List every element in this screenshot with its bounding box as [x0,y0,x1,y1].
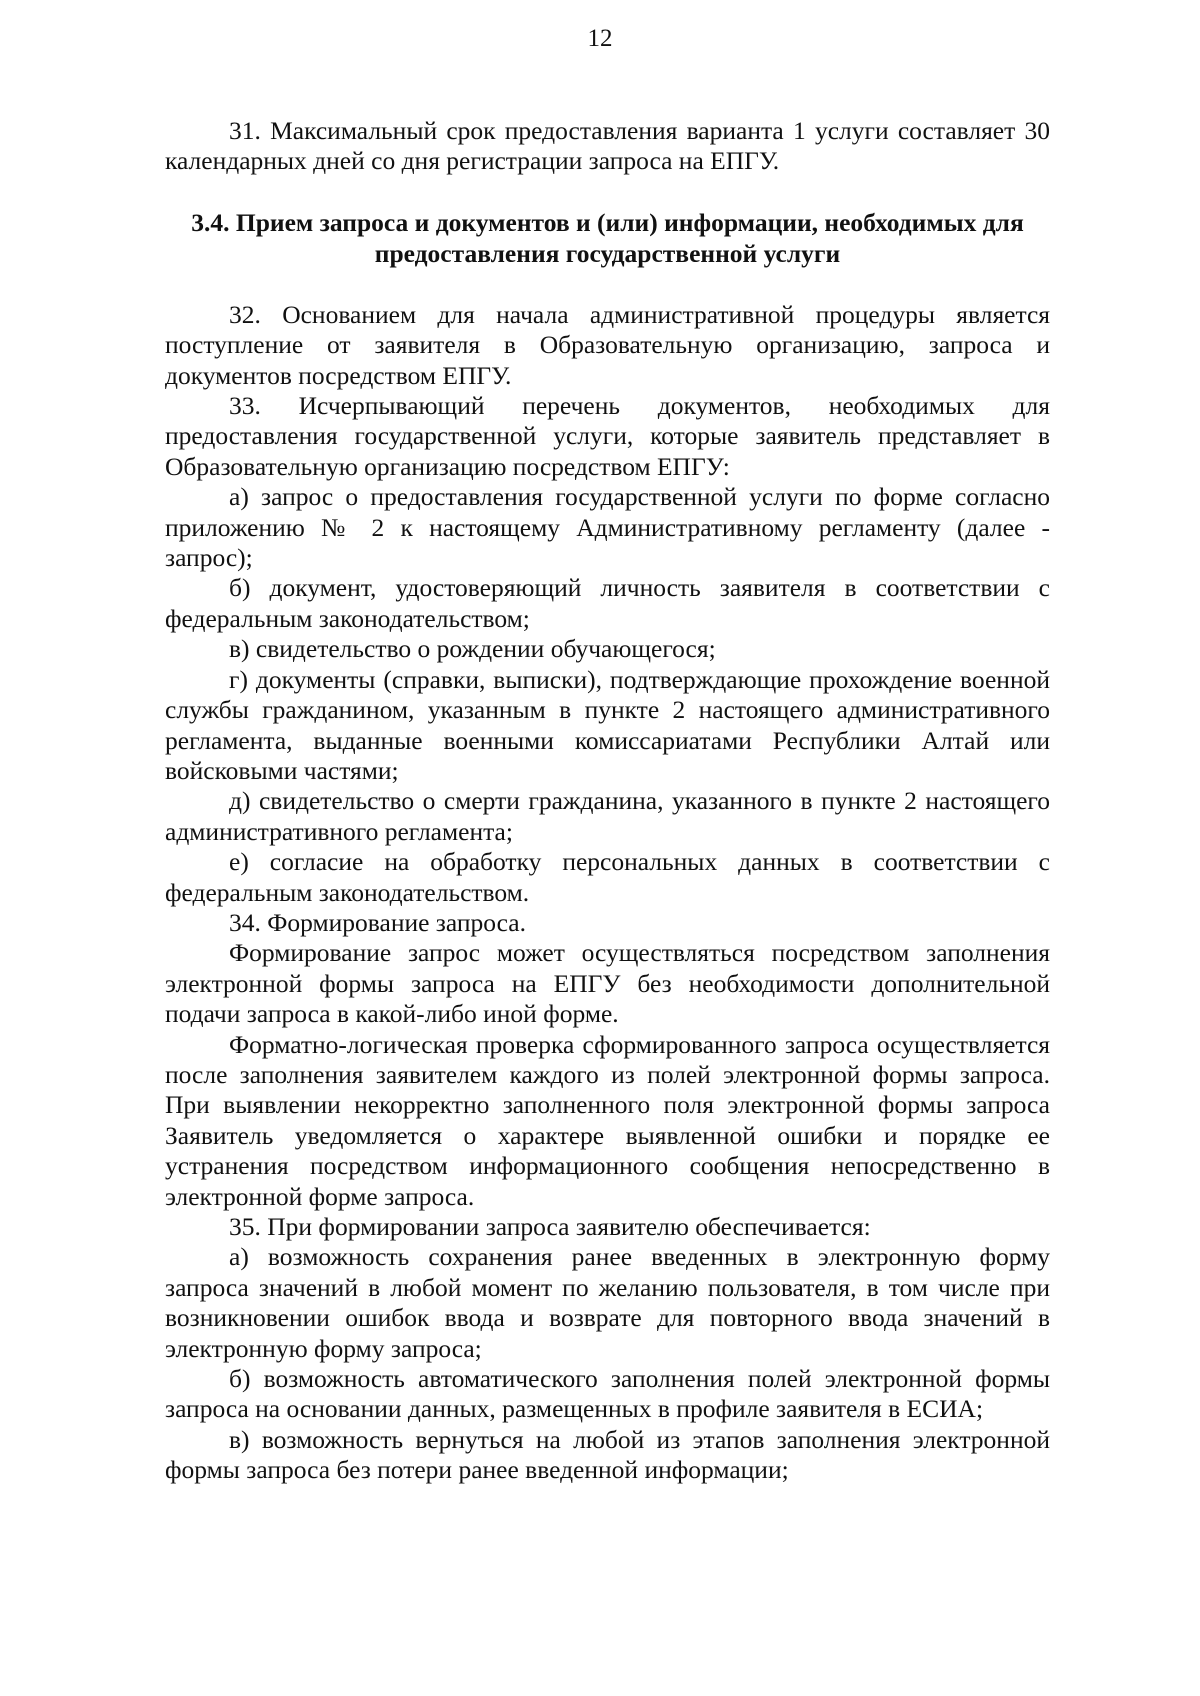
paragraph-34: 34. Формирование запроса. [229,907,526,937]
list-item-b: б) документ, удостоверяющий личность заявителя в соответствии с федеральным законодательством; [165,573,1050,633]
section-heading: 3.4. Прием запроса и документов и (или) информации, необходимых для предоставления государственной услуги [191,207,1024,268]
paragraph-31: 31. Максимальный срок предоставления варианта 1 услуги составляет 30 календарных дней со дня регистрации запроса на ЕПГУ. [165,116,1050,176]
document-body [165,116,1050,1486]
paragraph-35-item-b: б) возможность автоматического заполнения полей электронной формы запроса на основании данных, размещенных в профиле заявителя в ЕСИА; [165,1364,1050,1424]
list-item-a: а) запрос о предоставления государственной услуги по форме согласно приложению № 2 к настоящему Административному регламенту (далее - запрос); [165,482,1050,573]
list-item-v: в) свидетельство о рождении обучающегося; [229,634,716,664]
paragraph-35: 35. При формировании запроса заявителю обеспечивается: [229,1212,871,1241]
list-item-g: г) документы (справки, выписки), подтверждающие прохождение военной службы гражданином, указанным в пункте 2 настоящего административного регламента, выданные военными комиссариатами Республики Алтай или войсковыми частями; [165,664,1050,785]
page-number: 12 [587,25,613,52]
list-item-e: е) согласие на обработку персональных данных в соответствии с федеральным законодательством. [165,847,1050,907]
paragraph-34-text-2: Форматно-логическая проверка сформированного запроса осуществляется после заполнения заявителем каждого из полей электронной формы запроса. При выявлении некорректно заполненного поля электронной формы запроса Заявитель уведомляется о характере выявленной ошибки и порядке ее устранения посредством информационного сообщения непосредственно в электронной форме запроса. [165,1029,1050,1211]
list-item-d: д) свидетельство о смерти гражданина, указанного в пункте 2 настоящего административного регламента; [165,786,1050,846]
paragraph-35-item-a: а) возможность сохранения ранее введенных в электронную форму запроса значений в любой момент по желанию пользователя, в том числе при возникновении ошибок ввода и возврате для повторного ввода значений в электронную форму запроса; [165,1242,1050,1363]
paragraph-35-item-v: в) возможность вернуться на любой из этапов заполнения электронной формы запроса без потери ранее введенной информации; [165,1424,1050,1485]
paragraph-34-text-1: Формирование запрос может осуществляться посредством заполнения электронной формы запроса на ЕПГУ без необходимости дополнительной подачи запроса в какой-либо иной форме. [165,938,1050,1029]
paragraph-32: 32. Основанием для начала административной процедуры является поступление от заявителя в Образовательную организацию, запроса и документов посредством ЕПГУ. [165,299,1050,390]
paragraph-33: 33. Исчерпывающий перечень документов, необходимых для предоставления государственной услуги, которые заявитель представляет в Образовательную организацию посредством ЕПГУ: [165,391,1050,481]
